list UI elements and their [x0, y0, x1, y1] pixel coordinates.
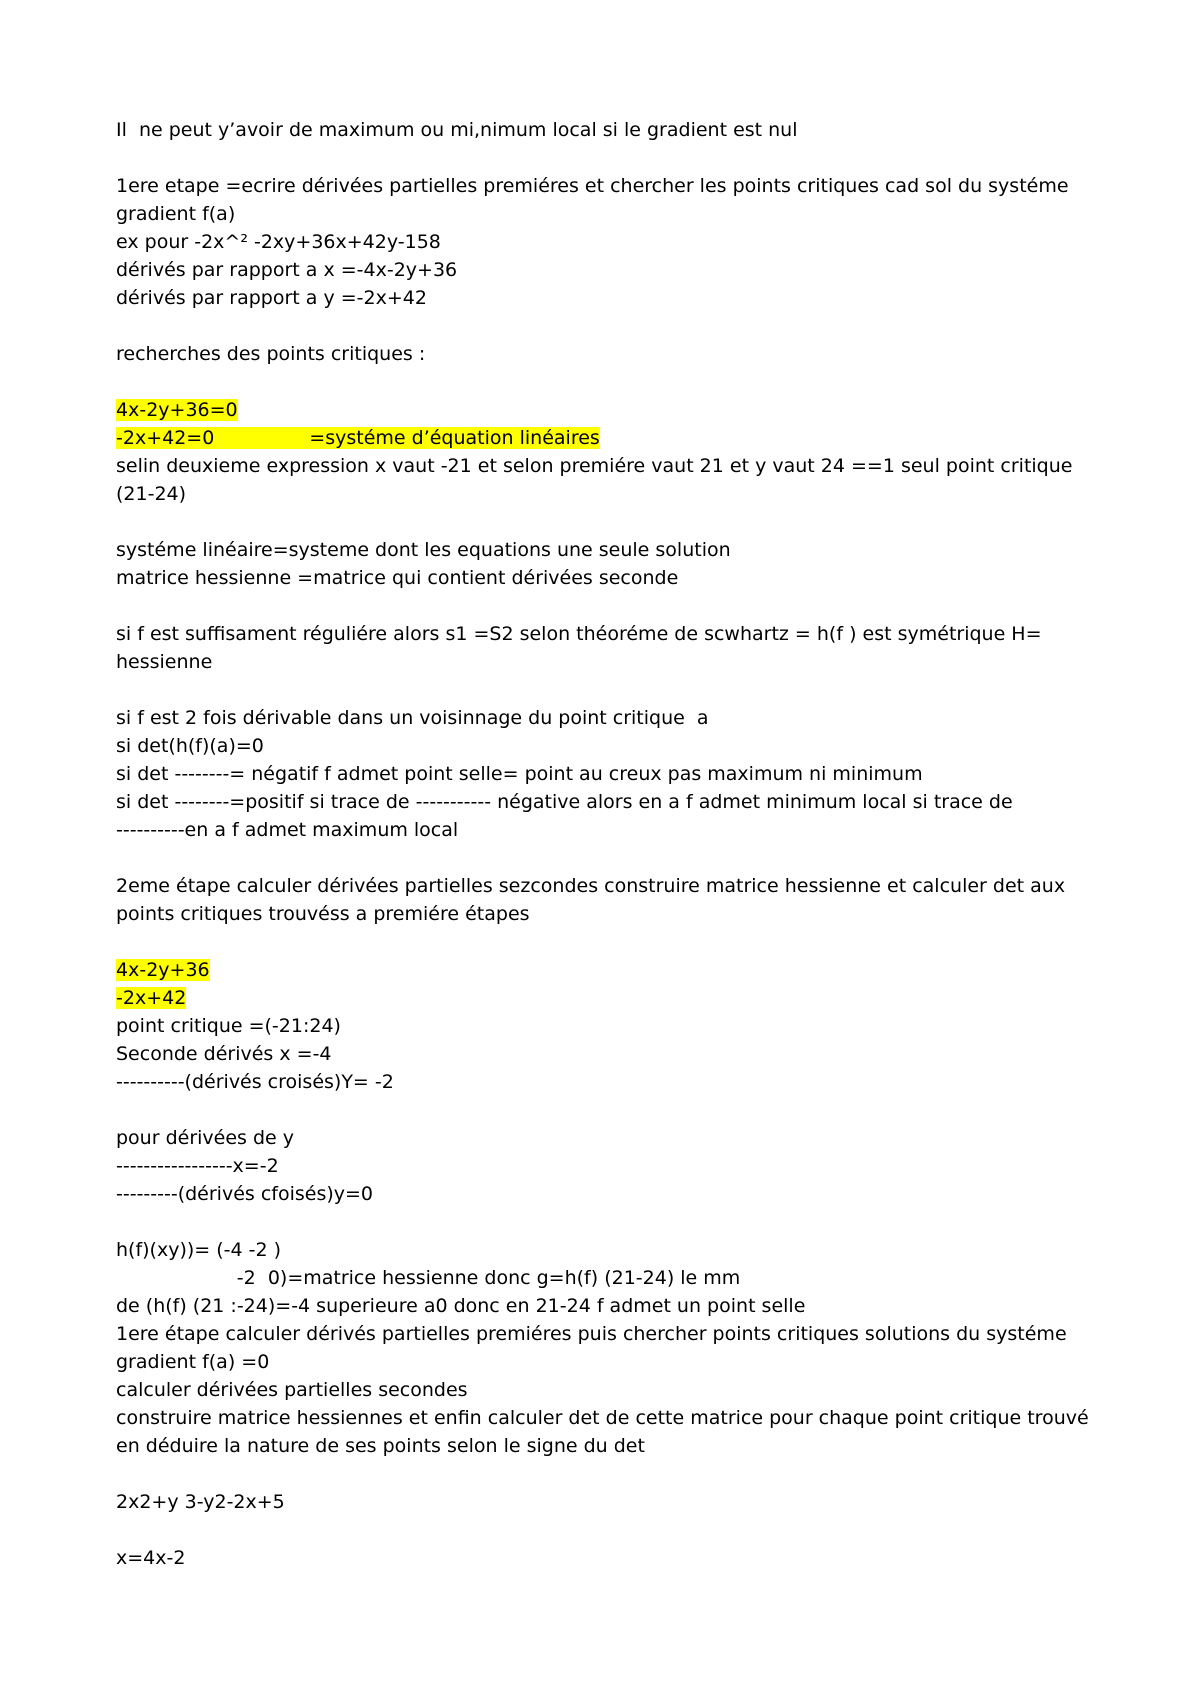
- text-line: gradient f(a) =0: [116, 1351, 270, 1373]
- text-line: Seconde dérivés x =-4: [116, 1043, 332, 1065]
- blank-line: [116, 592, 1116, 620]
- text-line: construire matrice hessiennes et enfin calculer det de cette matrice pour chaque point critique trouvé: [116, 1407, 1089, 1429]
- text-line: en déduire la nature de ses points selon le signe du det: [116, 1435, 645, 1457]
- blank-line: [116, 1208, 1116, 1236]
- system-label: =systéme d’équation linéaires: [309, 427, 600, 449]
- text-line: si det --------= négatif f admet point selle= point au creux pas maximum ni minimum: [116, 763, 923, 785]
- text-line: ex pour -2x^² -2xy+36x+42y-158: [116, 231, 441, 253]
- highlighted-equation: 4x-2y+36: [116, 959, 210, 981]
- text-line: calculer dérivées partielles secondes: [116, 1379, 468, 1401]
- blank-line: [116, 1516, 1116, 1544]
- text-line: 1ere étape calculer dérivés partielles premiéres puis chercher points critiques solutions du systéme: [116, 1323, 1067, 1345]
- text-line: si f est suffisament réguliére alors s1 =S2 selon théoréme de scwhartz = h(f ) est symétrique H=: [116, 623, 1042, 645]
- text-line: 1ere etape =ecrire dérivées partielles premiéres et chercher les points critiques cad sol du systéme: [116, 175, 1069, 197]
- text-line: gradient f(a): [116, 203, 236, 225]
- text-line: x=4x-2: [116, 1547, 186, 1569]
- text-line: recherches des points critiques :: [116, 343, 426, 365]
- blank-line: [116, 508, 1116, 536]
- blank-line: [116, 1096, 1116, 1124]
- text-line: si det(h(f)(a)=0: [116, 735, 264, 757]
- text-line: ----------en a f admet maximum local: [116, 819, 459, 841]
- text-line: si f est 2 fois dérivable dans un voisinnage du point critique a: [116, 707, 709, 729]
- text-line: point critique =(-21:24): [116, 1015, 341, 1037]
- text-line: dérivés par rapport a y =-2x+42: [116, 287, 427, 309]
- text-line: de (h(f) (21 :-24)=-4 superieure a0 donc en 21-24 f admet un point selle: [116, 1295, 806, 1317]
- text-line: ----------(dérivés croisés)Y= -2: [116, 1071, 394, 1093]
- text-line: selin deuxieme expression x vaut -21 et selon premiére vaut 21 et y vaut 24 ==1 seul point critique: [116, 455, 1073, 477]
- highlighted-equation: [116, 427, 600, 449]
- blank-line: [116, 1460, 1116, 1488]
- text-line: points critiques trouvéss a premiére étapes: [116, 903, 530, 925]
- text-line: ---------(dérivés cfoisés)y=0: [116, 1183, 374, 1205]
- text-line: [116, 984, 1116, 1012]
- text-line: Il ne peut y’avoir de maximum ou mi,nimum local si le gradient est nul: [116, 119, 798, 141]
- text-line: -----------------x=-2: [116, 1155, 279, 1177]
- text-line: 2eme étape calculer dérivées partielles sezcondes construire matrice hessienne et calculer det aux: [116, 875, 1066, 897]
- text-line: hessienne: [116, 651, 213, 673]
- highlighted-equation: -2x+42: [116, 987, 187, 1009]
- blank-line: [116, 844, 1116, 872]
- text-line: [116, 956, 1116, 984]
- blank-line: [116, 368, 1116, 396]
- text-line: -2 0)=matrice hessienne donc g=h(f) (21-24) le mm: [116, 1267, 741, 1289]
- blank-line: [116, 144, 1116, 172]
- blank-line: [116, 928, 1116, 956]
- text-line: systéme linéaire=systeme dont les equations une seule solution: [116, 539, 731, 561]
- text-line: [116, 424, 1116, 452]
- text-line: 2x2+y 3-y2-2x+5: [116, 1491, 285, 1513]
- text-line: [116, 396, 1116, 424]
- text-line: (21-24): [116, 483, 187, 505]
- text-line: pour dérivées de y: [116, 1127, 295, 1149]
- text-line: h(f)(xy))= (-4 -2 ): [116, 1239, 282, 1261]
- blank-line: [116, 676, 1116, 704]
- equation-text: -2x+42=0: [116, 427, 215, 449]
- text-line: matrice hessienne =matrice qui contient dérivées seconde: [116, 567, 679, 589]
- document-page: [116, 116, 1116, 1572]
- highlighted-equation: 4x-2y+36=0: [116, 399, 238, 421]
- text-line: si det --------=positif si trace de ----------- négative alors en a f admet minimum local si trace de: [116, 791, 1013, 813]
- text-line: dérivés par rapport a x =-4x-2y+36: [116, 259, 458, 281]
- blank-line: [116, 312, 1116, 340]
